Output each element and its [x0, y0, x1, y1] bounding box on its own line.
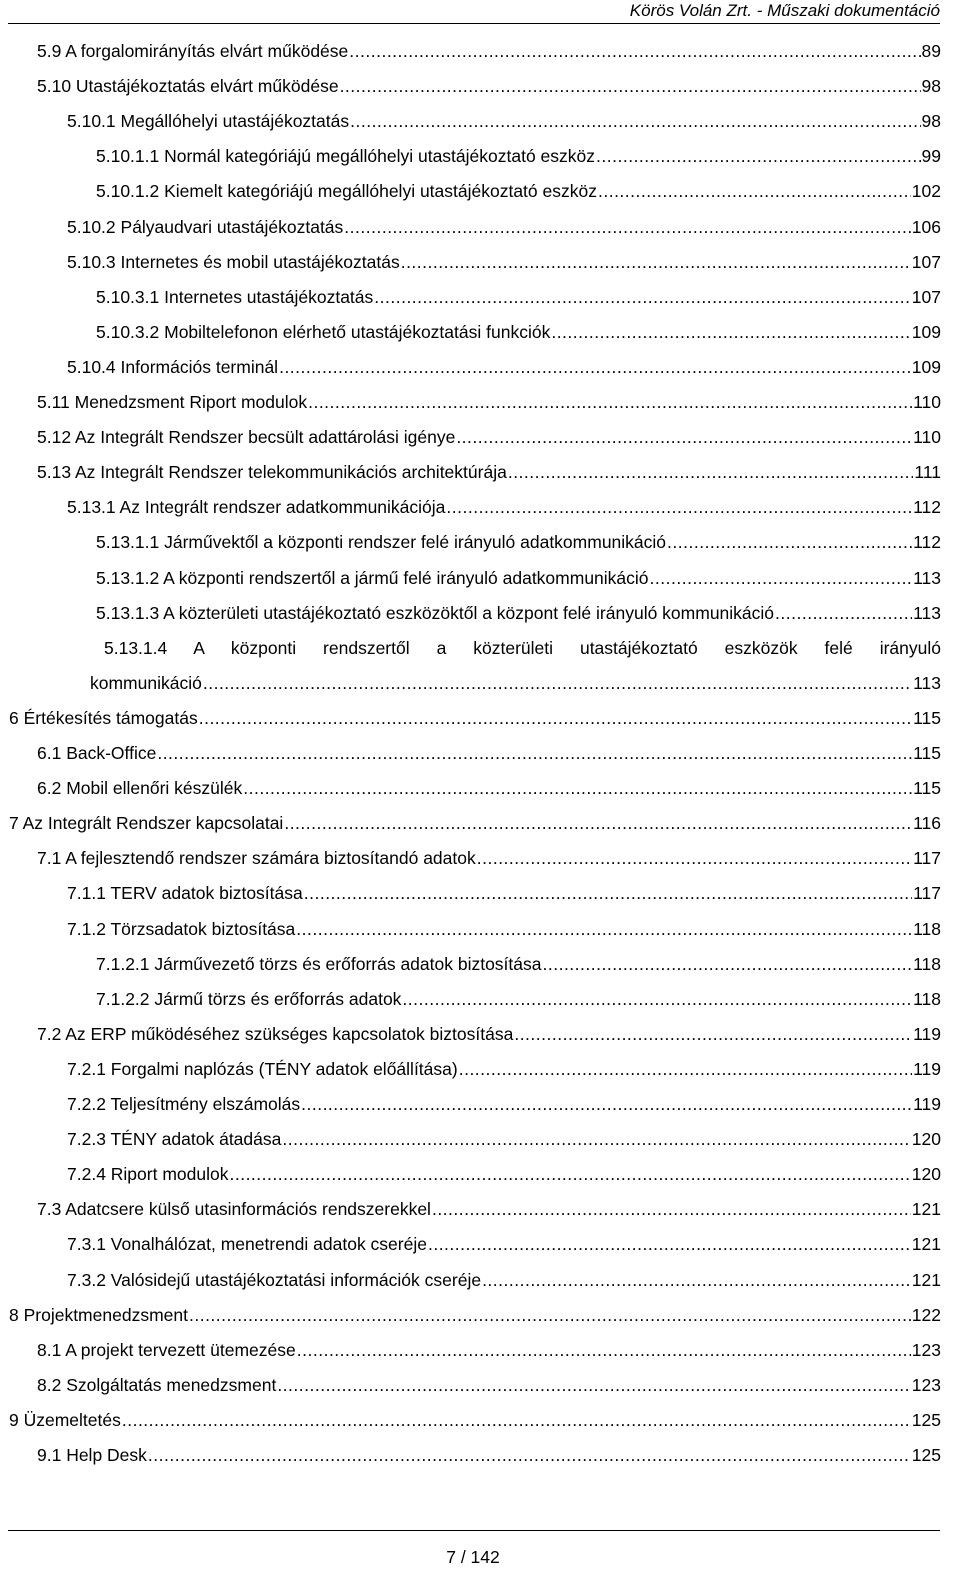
toc-entry[interactable]	[67, 492, 941, 522]
toc-entry[interactable]	[9, 808, 941, 838]
toc-entry-page: 115	[913, 743, 941, 763]
toc-entry[interactable]	[37, 36, 941, 66]
toc-entry-page: 120	[911, 1129, 941, 1150]
toc-entry-page: 115	[913, 778, 941, 799]
toc-entry[interactable]	[96, 176, 941, 206]
toc-entry[interactable]	[37, 843, 941, 873]
dot-leader	[279, 352, 911, 382]
toc-entry[interactable]	[67, 1054, 941, 1084]
dot-leader	[350, 106, 920, 136]
footer-rule	[8, 1530, 940, 1531]
toc-entry-page: 110	[913, 427, 941, 448]
toc-entry[interactable]	[37, 1440, 941, 1470]
dot-leader	[229, 1159, 910, 1189]
toc-entry-page: 113	[913, 567, 941, 588]
toc-entry-title: 7.1 A fejlesztendő rendszer számára biztosítandó adatok	[37, 848, 476, 869]
dot-leader	[340, 71, 921, 101]
toc-entry-page: 116	[913, 813, 941, 834]
toc-entry[interactable]	[67, 914, 941, 944]
dot-leader	[596, 141, 921, 171]
dot-leader	[122, 1405, 911, 1435]
toc-entry-title: 6.2 Mobil ellenőri készülék	[37, 778, 243, 799]
toc-entry-page: 107	[911, 251, 941, 272]
toc-entry-title: 6 Értékesítés támogatás	[9, 707, 198, 728]
dot-leader	[428, 1229, 911, 1259]
toc-entry-title: 5.10.1 Megállóhelyi utastájékoztatás	[67, 111, 350, 132]
toc-entry-title: 5.10.3 Internetes és mobil utastájékoztatás	[67, 251, 400, 272]
toc-entry-page: 111	[914, 462, 941, 483]
toc-entry[interactable]	[37, 1370, 941, 1400]
toc-entry-page: 118	[913, 953, 941, 974]
toc-entry-page: 117	[913, 848, 941, 869]
toc-entry-page: 113	[913, 602, 941, 623]
toc-entry-title: 7.3.1 Vonalhálózat, menetrendi adatok cseréje	[67, 1234, 427, 1255]
toc-entry-page: 115	[913, 707, 941, 728]
toc-entry-title-line1[interactable]: 5.13.1.4 A központi rendszertől a közterületi utastájékoztató eszközök felé irányuló	[104, 637, 941, 658]
toc-entry-page: 123	[911, 1374, 941, 1395]
toc-entry-title: 5.10.4 Információs terminál	[67, 356, 279, 377]
toc-entry-page: 120	[911, 1164, 941, 1185]
dot-leader	[304, 878, 912, 908]
toc-entry-page: 125	[911, 1409, 941, 1430]
toc-entry[interactable]	[37, 1019, 941, 1049]
toc-entry[interactable]	[37, 457, 941, 487]
toc-entry-title: 5.10.3.1 Internetes utastájékoztatás	[96, 286, 374, 307]
toc-entry[interactable]	[96, 598, 941, 628]
toc-entry-page: 123	[911, 1339, 941, 1360]
dot-leader	[243, 773, 912, 803]
toc-entry-title: 6.1 Back-Office	[37, 743, 157, 763]
toc-entry[interactable]	[96, 563, 941, 593]
toc-entry[interactable]	[37, 738, 941, 768]
toc-entry-title: 8 Projektmenedzsment	[9, 1304, 188, 1325]
toc-entry-title: 7.2.1 Forgalmi naplózás (TÉNY adatok előállítása)	[67, 1058, 458, 1079]
toc-entry-page: 112	[913, 532, 941, 553]
toc-entry-title: 7.1.1 TERV adatok biztosítása	[67, 883, 303, 904]
dot-leader	[482, 1265, 911, 1295]
toc-entry-page: 98	[921, 111, 941, 132]
toc-entry[interactable]	[67, 212, 941, 242]
dot-leader	[284, 808, 912, 838]
toc-entry[interactable]	[37, 773, 941, 803]
toc-entry-title: 7.1.2.1 Járművezető törzs és erőforrás adatok biztosítása	[96, 953, 542, 974]
dot-leader	[349, 36, 920, 66]
toc-entry-page: 125	[911, 1445, 941, 1465]
toc-entry-title: 5.13.1.3 A közterületi utastájékoztató eszközöktől a központ felé irányuló kommunikáció	[96, 602, 775, 623]
toc-entry[interactable]	[90, 668, 941, 698]
dot-leader	[477, 843, 912, 873]
toc-entry[interactable]	[67, 1229, 941, 1259]
page-number: 7 / 142	[446, 1547, 500, 1567]
dot-leader	[432, 1194, 911, 1224]
toc-entry[interactable]	[67, 106, 941, 136]
dot-leader	[189, 1300, 911, 1330]
toc-entry-page: 117	[913, 883, 941, 904]
toc-entry-title: 5.11 Menedzsment Riport modulok	[37, 392, 308, 412]
dot-leader	[667, 527, 912, 557]
toc-entry-title: 7.1.2.2 Jármű törzs és erőforrás adatok	[96, 988, 402, 1009]
toc-entry-title: 5.10 Utastájékoztatás elvárt működése	[37, 76, 339, 97]
toc-entry-page: 113	[913, 672, 941, 693]
dot-leader	[775, 598, 912, 628]
toc-entry-page: 109	[911, 321, 941, 342]
toc-entry-title: 5.12 Az Integrált Rendszer becsült adattárolási igénye	[37, 427, 456, 448]
toc-entry[interactable]	[67, 247, 941, 277]
toc-entry-page: 106	[911, 216, 941, 237]
toc-entry-title: 7 Az Integrált Rendszer kapcsolatai	[9, 813, 284, 834]
dot-leader	[401, 247, 911, 277]
dot-leader	[508, 457, 914, 487]
toc-entry-title: 5.10.1.1 Normál kategóriájú megállóhelyi utastájékoztató eszköz	[96, 146, 596, 167]
toc-entry-title: 7.2 Az ERP működéséhez szükséges kapcsolatok biztosítása	[37, 1023, 514, 1044]
document-header: Körös Volán Zrt. - Műszaki dokumentáció	[629, 1, 940, 20]
dot-leader	[297, 1335, 911, 1365]
toc-entry-title: 7.3 Adatcsere külső utasinformációs rendszerekkel	[37, 1199, 431, 1220]
toc-entry[interactable]	[9, 1405, 941, 1435]
toc-entry[interactable]	[96, 141, 941, 171]
toc-entry[interactable]	[9, 703, 941, 733]
toc-entry-page: 110	[913, 392, 941, 412]
toc-entry-title: 7.2.3 TÉNY adatok átadása	[67, 1129, 282, 1150]
toc-entry-page: 119	[913, 1023, 941, 1044]
toc-entry-title: 5.10.3.2 Mobiltelefonon elérhető utastájékoztatási funkciók	[96, 321, 551, 342]
toc-entry[interactable]	[67, 1124, 941, 1154]
dot-leader	[301, 1089, 912, 1119]
toc-entry[interactable]	[67, 1089, 941, 1119]
toc-entry-page: 121	[911, 1269, 941, 1290]
toc-entry[interactable]	[96, 527, 941, 557]
dot-leader	[402, 984, 912, 1014]
dot-leader	[446, 492, 912, 522]
toc-entry-title: 5.10.2 Pályaudvari utastájékoztatás	[67, 216, 344, 237]
dot-leader	[514, 1019, 912, 1049]
header-rule	[8, 23, 940, 24]
dot-leader	[296, 914, 912, 944]
dot-leader	[543, 949, 913, 979]
toc-entry[interactable]	[37, 71, 941, 101]
dot-leader	[374, 282, 911, 312]
toc-entry-title: 5.13.1.1 Járművektől a központi rendszer felé irányuló adatkommunikáció	[96, 532, 667, 553]
dot-leader	[551, 317, 910, 347]
toc-entry-title: 8.2 Szolgáltatás menedzsment	[37, 1374, 277, 1395]
toc-entry-title: 5.13.1.2 A központi rendszertől a jármű felé irányuló adatkommunikáció	[96, 567, 649, 588]
toc-entry[interactable]	[96, 984, 941, 1014]
toc-entry-page: 118	[913, 918, 941, 939]
toc-entry[interactable]	[37, 1194, 941, 1224]
dot-leader	[598, 176, 911, 206]
toc-entry-page: 122	[911, 1304, 941, 1325]
toc-entry[interactable]	[96, 282, 941, 312]
toc-entry-title: 5.10.1.2 Kiemelt kategóriájú megállóhelyi utastájékoztató eszköz	[96, 181, 597, 202]
dot-leader	[459, 1054, 912, 1084]
dot-leader	[157, 738, 912, 768]
toc-entry-page: 119	[913, 1094, 941, 1114]
toc-entry[interactable]	[96, 949, 941, 979]
toc-entry-title: 9.1 Help Desk	[37, 1445, 147, 1465]
dot-leader	[344, 212, 911, 242]
toc-entry-title: 5.9 A forgalomirányítás elvárt működése	[37, 41, 349, 61]
toc-entry-title: 7.1.2 Törzsadatok biztosítása	[67, 918, 296, 939]
dot-leader	[148, 1440, 911, 1470]
toc-entry-title: 7.2.4 Riport modulok	[67, 1164, 229, 1185]
dot-leader	[456, 422, 912, 452]
toc-entry-title: 5.13 Az Integrált Rendszer telekommunikációs architektúrája	[37, 462, 507, 483]
toc-entry[interactable]	[67, 878, 941, 908]
toc-entry-page: 99	[921, 146, 941, 167]
dot-leader	[199, 703, 912, 733]
dot-leader	[277, 1370, 910, 1400]
dot-leader	[650, 563, 913, 593]
toc-entry-title: kommunikáció	[90, 672, 202, 693]
toc-entry-title: 9 Üzemeltetés	[9, 1409, 121, 1430]
toc-entry-title: 7.3.2 Valósidejű utastájékoztatási információk cseréje	[67, 1269, 482, 1290]
toc-entry-page: 121	[911, 1199, 941, 1220]
toc-entry[interactable]	[9, 1300, 941, 1330]
toc-entry-title: 5.13.1 Az Integrált rendszer adatkommunikációja	[67, 497, 446, 518]
toc-entry[interactable]	[67, 352, 941, 382]
toc-entry-page: 119	[913, 1058, 941, 1079]
toc-entry[interactable]	[96, 317, 941, 347]
toc-entry[interactable]	[67, 1159, 941, 1189]
toc-entry[interactable]	[67, 1265, 941, 1295]
toc-entry[interactable]	[37, 1335, 941, 1365]
toc-entry-page: 98	[921, 76, 941, 97]
toc-entry-page: 112	[913, 497, 941, 518]
toc-entry-page: 121	[911, 1234, 941, 1255]
toc-entry-title: 8.1 A projekt tervezett ütemezése	[37, 1339, 296, 1360]
toc-entry-page: 89	[921, 41, 941, 61]
toc-entry-title: 7.2.2 Teljesítmény elszámolás	[67, 1094, 301, 1114]
dot-leader	[282, 1124, 910, 1154]
dot-leader	[308, 387, 912, 417]
toc-entry[interactable]	[37, 387, 941, 417]
toc-entry-page: 109	[911, 356, 941, 377]
toc-entry[interactable]	[37, 422, 941, 452]
toc-entry-page: 107	[911, 286, 941, 307]
toc-entry-page: 118	[913, 988, 941, 1009]
dot-leader	[203, 668, 912, 698]
toc-entry-page: 102	[911, 181, 941, 202]
